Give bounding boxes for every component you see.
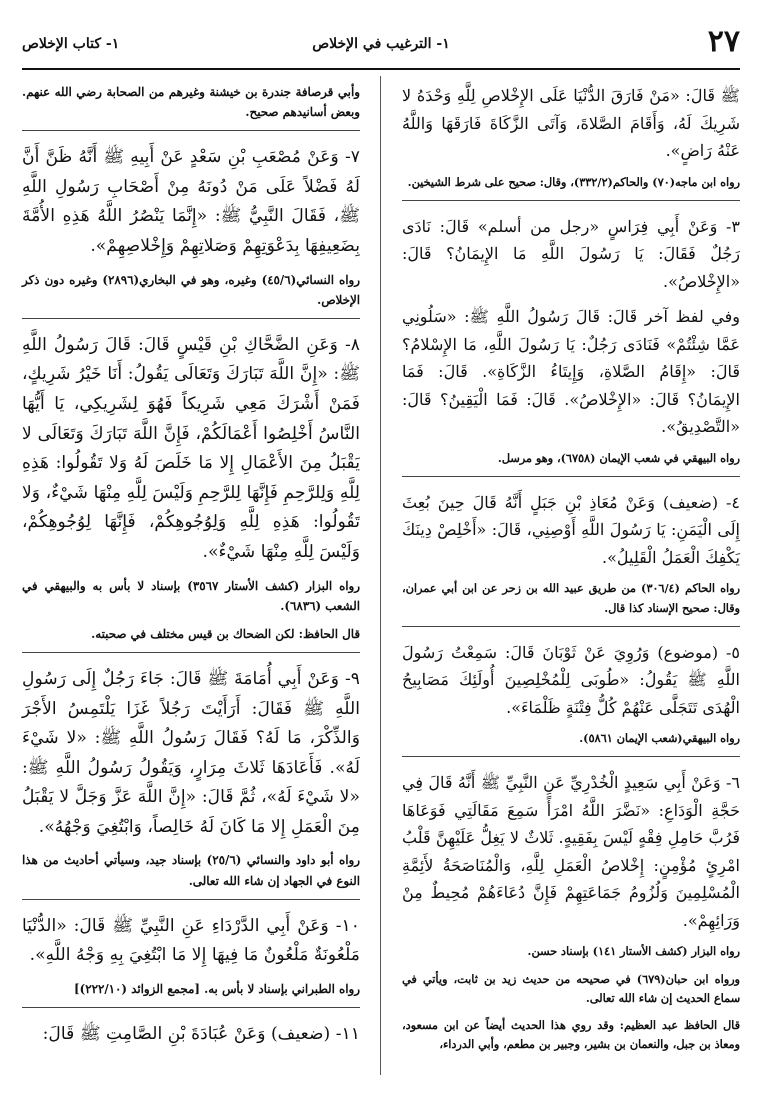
book-title: ١- كتاب الإخلاص: [22, 36, 120, 52]
source-note: رواه الحاكم (٣٠٦/٤) من طريق عبيد الله بن زحر عن ابن أبي عمران، وقال: صحيح الإسناد كذا قال.: [402, 581, 740, 615]
right-column: [402, 82, 740, 1062]
section-divider: [402, 626, 740, 627]
section-divider: [22, 318, 360, 319]
source-note: ورواه ابن حبان(٦٧٩) في صحيحه من حديث زيد بن ثابت، ويأتي في سماع الحديث إن شاء الله تعالى.: [402, 971, 740, 1005]
hadith-text: ١١- (ضعيف) وَعَنْ عُبَادَةَ بْنِ الصَّامِتِ ﷺ قَالَ:: [42, 1023, 360, 1044]
source-note: قال الحافظ عبد العظيم: وقد روي هذا الحديث أيضاً عن ابن مسعود، ومعاذ بن جبل، والنعمان بن بشير، وجبير بن مطعم، وأبي الدرداء،: [402, 1017, 740, 1051]
column-divider: [380, 76, 381, 1075]
hadith-text: وفي لفظ آخر قَالَ: قَالَ رَسُولُ اللَّهِ ﷺ: «سَلُونِي عَمَّا شِئْتُمْ» فَنَادَى رَجُلٌ: يَا رَسُولَ اللَّهِ، مَا الإِسْلامُ؟ قَالَ: «إِقَامُ الصَّلاةِ، وَإِيتَاءُ الزَّكَاةِ». قَالَ: فَمَا الإِيمَانُ؟ قَالَ: «الإِخْلاصُ». قَالَ: فَمَا الْيَقِينُ؟ قَالَ: «التَّصْدِيقُ».: [402, 307, 740, 437]
page-number: ٢٧: [707, 24, 740, 59]
section-divider: [402, 756, 740, 757]
hadith-text: ﷺ قَالَ: «مَنْ فَارَقَ الدُّنْيَا عَلَى الإِخْلاصِ لِلَّهِ وَحْدَهُ لا شَرِيكَ لَهُ، وَأَقَامَ الصَّلاةَ، وَآتَى الزَّكَاةَ فَارَقَهَا وَاللَّهُ عَنْهُ رَاضٍ».: [402, 86, 740, 161]
section-divider: [402, 476, 740, 477]
hadith-text: ٤- (ضعيف) وَعَنْ مُعَاذِ بْنِ جَبَلٍ أَنَّهُ قَالَ حِينَ بُعِثَ إِلَى الْيَمَنِ: يَا رَسُولَ اللَّهِ أَوْصِنِي، قَالَ: «أَخْلِصْ دِينَكَ يَكْفِكَ الْعَمَلُ الْقَلِيلُ».: [402, 492, 740, 567]
hadith-text: ٥- (موضوع) وَرُوِيَ عَنْ ثَوْبَانَ قَالَ: سَمِعْتُ رَسُولَ اللَّهِ ﷺ يَقُولُ: «طُوبَى لِلْمُخْلِصِينَ أُولَئِكَ مَصَابِيحُ الْهُدَى تَتَجَلَّى عَنْهُمْ كُلُّ فِتْنَةٍ ظَلْمَاءَ».: [402, 642, 740, 717]
hadith-text: ٨- وَعَنِ الضَّحَّاكِ بْنِ قَيْسٍ قَالَ: قَالَ رَسُولُ اللَّهِ ﷺ: «إِنَّ اللَّهَ تَبَارَكَ وَتَعَالَى يَقُولُ: أَنَا خَيْرُ شَرِيكٍ، فَمَنْ أَشْرَكَ مَعِي شَرِيكاً فَهُوَ لِشَرِيكِي، يَا أَيُّهَا النَّاسُ أَخْلِصُوا أَعْمَالَكُمْ، فَإِنَّ اللَّهَ تَبَارَكَ وَتَعَالَى لا يَقْبَلُ مِنَ الأَعْمَالِ إِلا مَا خَلَصَ لَهُ وَلا تَقُولُوا: هَذِهِ لِلَّهِ وَلِلرَّحِمِ فَإِنَّهَا لِلرَّحِمِ وَلَيْسَ لِلَّهِ مِنْهَا شَيْءٌ، وَلا تَقُولُوا: هَذِهِ لِلَّهِ وَلِوُجُوهِكُمْ، فَإِنَّهَا لِوُجُوهِكُمْ، وَلَيْسَ لِلَّهِ مِنْهَا شَيْءٌ».: [22, 334, 360, 562]
section-divider: [402, 200, 740, 201]
section-divider: [22, 130, 360, 131]
hadith-text: ٦- وَعَنْ أَبِي سَعِيدٍ الْخُدْرِيِّ عَنِ النَّبِيِّ ﷺ أَنَّهُ قَالَ فِي حَجَّةِ الْوَدَاعِ: «نَضَّرَ اللَّهُ امْرَأً سَمِعَ مَقَالَتِي فَوَعَاهَا فَرُبَّ حَامِلِ فِقْهٍ لَيْسَ بِفَقِيهٍ. ثَلاثٌ لا يَغِلُّ عَلَيْهِنَّ قَلْبُ امْرِئٍ مُؤْمِنٍ: إِخْلاصُ الْعَمَلِ لِلَّهِ، وَالْمُنَاصَحَةُ لأَئِمَّةِ الْمُسْلِمِينَ وَلُزُومُ جَمَاعَتِهِمْ فَإِنَّ دُعَاءَهُمْ مُحِيطٌ مِنْ وَرَائِهِمْ».: [402, 773, 740, 930]
source-note: رواه أبو داود والنسائي (٢٥/٦) بإسناد جيد، وسيأتي أحاديث من هذا النوع في الجهاد إن شاء الله تعالى.: [22, 853, 360, 888]
section-divider: [22, 899, 360, 900]
section-divider: [22, 652, 360, 653]
page-header: [22, 20, 740, 70]
hadith-text: ٣- وَعَنْ أَبِي فِرَاسٍ «رجل من أسلم» قَالَ: نَادَى رَجُلٌ فَقَالَ: يَا رَسُولَ اللَّهِ مَا الإِيمَانُ؟ قَالَ: «الإِخْلاصُ».: [402, 216, 740, 291]
chapter-title: ١- الترغيب في الإخلاص: [312, 36, 450, 52]
source-note: رواه البزار (كشف الأستار ١٤١) بإسناد حسن.: [527, 944, 740, 959]
source-note: رواه ابن ماجه(٧٠) والحاكم(٣٣٢/٢)، وقال: صحيح على شرط الشيخين.: [407, 174, 740, 189]
source-note: رواه الطبراني بإسناد لا بأس به. [مجمع الزوائد (٢٢٢/١٠)]: [74, 981, 360, 996]
section-divider: [22, 1007, 360, 1008]
hadith-text: ١٠- وَعَنْ أَبِي الدَّرْدَاءِ عَنِ النَّبِيِّ ﷺ قَالَ: «الدُّنْيَا مَلْعُونَةٌ مَلْعُونٌ مَا فِيهَا إِلا مَا ابْتُغِيَ بِهِ وَجْهُ اللَّهِ».: [22, 915, 360, 966]
source-note: رواه النسائي(٤٥/٦) وغيره، وهو في البخاري(٢٨٩٦) وغيره دون ذكر الإخلاص.: [22, 272, 360, 307]
source-note: قال الحافظ: لكن الضحاك بن قيس مختلف في صحبته.: [91, 626, 360, 641]
source-note: رواه البيهقي(شعب الإيمان ٥٨٦١).: [579, 731, 740, 746]
left-column: [22, 82, 360, 1058]
hadith-text: ٧- وَعَنْ مُصْعَبِ بْنِ سَعْدٍ عَنْ أَبِيهِ ﷺ أَنَّهُ ظَنَّ أَنَّ لَهُ فَضْلاً عَلَى مَنْ دُونَهُ مِنْ أَصْحَابِ رَسُولِ اللَّهِ ﷺ، فَقَالَ النَّبِيُّ ﷺ: «إِنَّمَا يَنْصُرُ اللَّهُ هَذِهِ الأُمَّةَ بِضَعِيفِهَا بِدَعْوَتِهِمْ وَصَلاتِهِمْ وَإِخْلاصِهِمْ».: [22, 147, 360, 257]
source-note: رواه البزار (كشف الأستار ٣٥٦٧) بإسناد لا بأس به والبيهقي في الشعب (٦٨٣٦).: [22, 578, 361, 613]
hadith-text: ٩- وَعَنْ أَبِي أُمَامَةَ ﷺ قَالَ: جَاءَ رَجُلٌ إِلَى رَسُولِ اللَّهِ ﷺ فَقَالَ: أَرَأَيْتَ رَجُلاً غَزَا يَلْتَمِسُ الأَجْرَ وَالذِّكْرَ، مَا لَهُ؟ فَقَالَ رَسُولُ اللَّهِ ﷺ: «لا شَيْءَ لَهُ». فَأَعَادَهَا ثَلاثَ مِرَارٍ، وَيَقُولُ رَسُولُ اللَّهِ ﷺ: «لا شَيْءَ لَهُ»، ثُمَّ قَالَ: «إِنَّ اللَّهَ عَزَّ وَجَلَّ لا يَقْبَلُ مِنَ الْعَمَلِ إِلا مَا كَانَ لَهُ خَالِصاً، وَابْتُغِيَ وَجْهُهُ».: [22, 668, 360, 837]
source-note: رواه البيهقي في شعب الإيمان (٦٧٥٨)، وهو مرسل.: [497, 450, 740, 465]
source-note: وأبي قرصافة جندرة بن خيشنة وغيرهم من الصحابة رضي الله عنهم. وبعض أسانيدهم صحيح.: [22, 85, 360, 120]
